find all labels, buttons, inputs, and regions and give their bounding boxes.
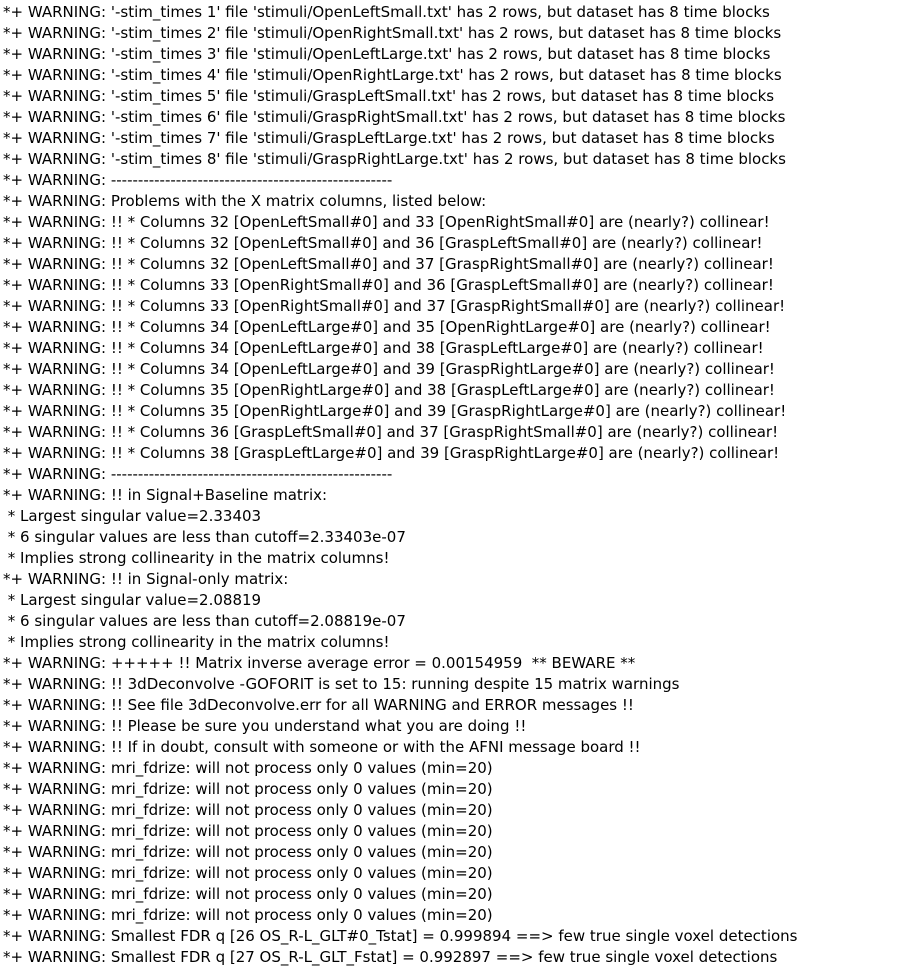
log-line: * 6 singular values are less than cutoff=2.33403e-07 bbox=[3, 528, 406, 546]
log-line: *+ WARNING: mri_fdrize: will not process only 0 values (min=20) bbox=[3, 822, 493, 840]
log-line: *+ WARNING: !! * Columns 34 [OpenLeftLarge#0] and 35 [OpenRightLarge#0] are (nearly?) collinear! bbox=[3, 318, 771, 336]
log-line: *+ WARNING: '-stim_times 6' file 'stimuli/GraspRightSmall.txt' has 2 rows, but dataset has 8 time blocks bbox=[3, 108, 786, 126]
log-line: *+ WARNING: mri_fdrize: will not process only 0 values (min=20) bbox=[3, 801, 493, 819]
log-line: *+ WARNING: !! * Columns 34 [OpenLeftLarge#0] and 39 [GraspRightLarge#0] are (nearly?) collinear! bbox=[3, 360, 775, 378]
log-line: *+ WARNING: '-stim_times 8' file 'stimuli/GraspRightLarge.txt' has 2 rows, but dataset has 8 time blocks bbox=[3, 150, 786, 168]
log-line: * Implies strong collinearity in the matrix columns! bbox=[3, 549, 390, 567]
log-line: *+ WARNING: !! * Columns 32 [OpenLeftSmall#0] and 37 [GraspRightSmall#0] are (nearly?) collinear! bbox=[3, 255, 774, 273]
log-line: *+ WARNING: !! * Columns 32 [OpenLeftSmall#0] and 33 [OpenRightSmall#0] are (nearly?) collinear! bbox=[3, 213, 770, 231]
log-line: *+ WARNING: !! * Columns 33 [OpenRightSmall#0] and 36 [GraspLeftSmall#0] are (nearly?) collinear! bbox=[3, 276, 774, 294]
log-line: *+ WARNING: !! If in doubt, consult with someone or with the AFNI message board !! bbox=[3, 738, 641, 756]
log-line: *+ WARNING: +++++ !! Matrix inverse average error = 0.00154959 ** BEWARE ** bbox=[3, 654, 636, 672]
log-line: *+ WARNING: !! * Columns 33 [OpenRightSmall#0] and 37 [GraspRightSmall#0] are (nearly?) collinear! bbox=[3, 297, 786, 315]
log-line: *+ WARNING: !! * Columns 35 [OpenRightLarge#0] and 38 [GraspLeftLarge#0] are (nearly?) collinear! bbox=[3, 381, 775, 399]
log-line: *+ WARNING: '-stim_times 5' file 'stimuli/GraspLeftSmall.txt' has 2 rows, but dataset has 8 time blocks bbox=[3, 87, 775, 105]
log-line: *+ WARNING: !! * Columns 36 [GraspLeftSmall#0] and 37 [GraspRightSmall#0] are (nearly?) collinear! bbox=[3, 423, 779, 441]
log-line: *+ WARNING: !! * Columns 32 [OpenLeftSmall#0] and 36 [GraspLeftSmall#0] are (nearly?) collinear! bbox=[3, 234, 763, 252]
log-line: *+ WARNING: Problems with the X matrix columns, listed below: bbox=[3, 192, 487, 210]
log-line: *+ WARNING: '-stim_times 7' file 'stimuli/GraspLeftLarge.txt' has 2 rows, but dataset has 8 time blocks bbox=[3, 129, 775, 147]
log-line: * 6 singular values are less than cutoff=2.08819e-07 bbox=[3, 612, 406, 630]
log-line: *+ WARNING: Smallest FDR q [26 OS_R-L_GLT#0_Tstat] = 0.999894 ==> few true single voxel detections bbox=[3, 927, 798, 945]
log-line: * Largest singular value=2.08819 bbox=[3, 591, 262, 609]
log-line: *+ WARNING: '-stim_times 1' file 'stimuli/OpenLeftSmall.txt' has 2 rows, but dataset has 8 time blocks bbox=[3, 3, 770, 21]
log-line: *+ WARNING: mri_fdrize: will not process only 0 values (min=20) bbox=[3, 780, 493, 798]
log-line: *+ WARNING: !! * Columns 38 [GraspLeftLarge#0] and 39 [GraspRightLarge#0] are (nearly?) collinear! bbox=[3, 444, 780, 462]
log-line: *+ WARNING: !! * Columns 34 [OpenLeftLarge#0] and 38 [GraspLeftLarge#0] are (nearly?) collinear! bbox=[3, 339, 764, 357]
log-line: *+ WARNING: !! * Columns 35 [OpenRightLarge#0] and 39 [GraspRightLarge#0] are (nearly?) collinear! bbox=[3, 402, 787, 420]
log-line: * Largest singular value=2.33403 bbox=[3, 507, 262, 525]
log-line: *+ WARNING: ---------------------------------------------------- bbox=[3, 171, 393, 189]
log-line: *+ WARNING: !! in Signal-only matrix: bbox=[3, 570, 289, 588]
log-line: *+ WARNING: '-stim_times 2' file 'stimuli/OpenRightSmall.txt' has 2 rows, but dataset has 8 time blocks bbox=[3, 24, 782, 42]
log-line: *+ WARNING: mri_fdrize: will not process only 0 values (min=20) bbox=[3, 906, 493, 924]
log-line: *+ WARNING: mri_fdrize: will not process only 0 values (min=20) bbox=[3, 843, 493, 861]
log-line: *+ WARNING: ---------------------------------------------------- bbox=[3, 465, 393, 483]
log-line: *+ WARNING: !! Please be sure you understand what you are doing !! bbox=[3, 717, 527, 735]
log-line: *+ WARNING: !! 3dDeconvolve -GOFORIT is set to 15: running despite 15 matrix warnings bbox=[3, 675, 680, 693]
log-line: *+ WARNING: !! in Signal+Baseline matrix: bbox=[3, 486, 328, 504]
log-line: *+ WARNING: '-stim_times 3' file 'stimuli/OpenLeftLarge.txt' has 2 rows, but dataset has 8 time blocks bbox=[3, 45, 771, 63]
log-line: *+ WARNING: !! See file 3dDeconvolve.err for all WARNING and ERROR messages !! bbox=[3, 696, 634, 714]
log-line: *+ WARNING: mri_fdrize: will not process only 0 values (min=20) bbox=[3, 759, 493, 777]
log-line: *+ WARNING: Smallest FDR q [27 OS_R-L_GLT_Fstat] = 0.992897 ==> few true single voxel detections bbox=[3, 948, 778, 966]
log-line: *+ WARNING: mri_fdrize: will not process only 0 values (min=20) bbox=[3, 864, 493, 882]
log-line: *+ WARNING: '-stim_times 4' file 'stimuli/OpenRightLarge.txt' has 2 rows, but dataset has 8 time blocks bbox=[3, 66, 782, 84]
log-line: *+ WARNING: mri_fdrize: will not process only 0 values (min=20) bbox=[3, 885, 493, 903]
log-line: * Implies strong collinearity in the matrix columns! bbox=[3, 633, 390, 651]
